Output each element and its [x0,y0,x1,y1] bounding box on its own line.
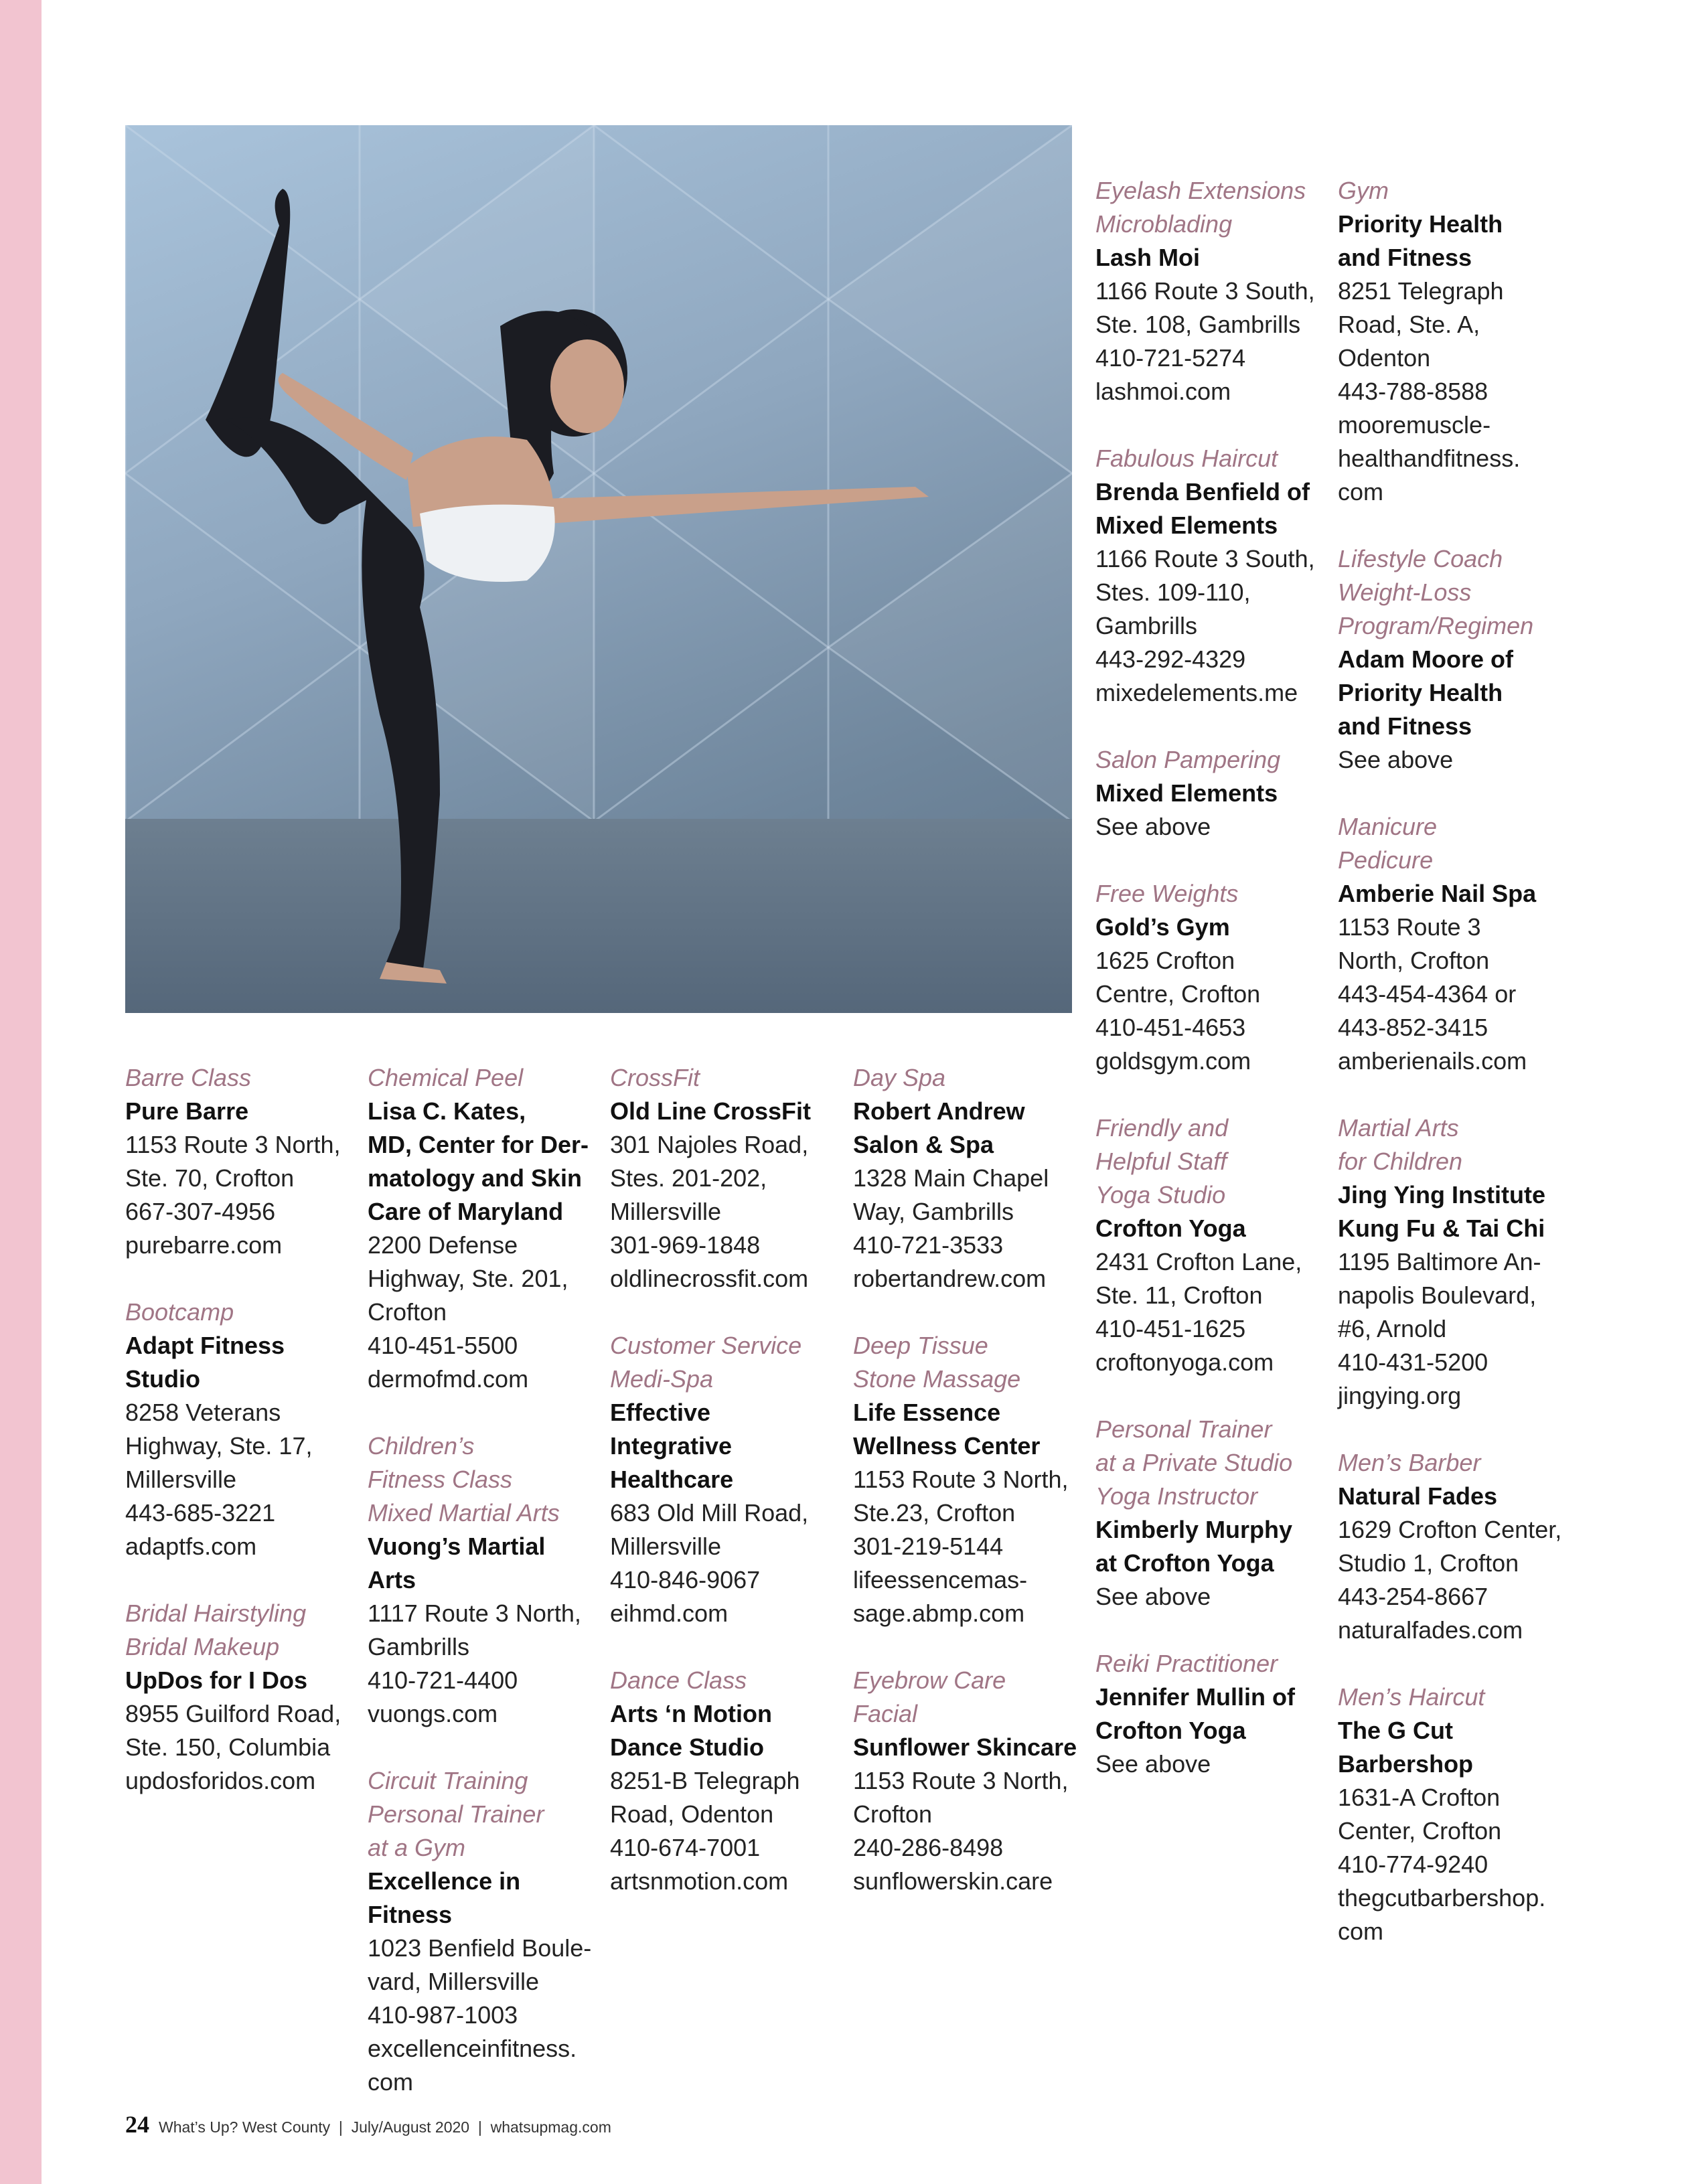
phone-number: 410-451-5500 [368,1332,518,1359]
directory-column-3 [610,1061,834,1932]
category-label: Personal Trainer [1095,1415,1272,1443]
address-line: Ste. 108, Gambrills [1095,311,1301,338]
business-name: Priority Health [1338,679,1503,706]
category-label: Men’s Barber [1338,1449,1481,1476]
see-above-note: See above [1095,1750,1211,1778]
directory-column-4 [853,1061,1077,1932]
address-line: 1195 Baltimore An- [1338,1248,1541,1275]
phone-number: 410-846-9067 [610,1566,761,1593]
address-line: 2431 Crofton Lane, [1095,1248,1302,1275]
business-name: Healthcare [610,1466,734,1493]
address-line: Highway, Ste. 201, [368,1265,568,1292]
website-link[interactable]: croftonyoga.com [1095,1348,1274,1376]
category-label: Martial Arts [1338,1114,1459,1142]
business-name: Studio [125,1365,200,1393]
business-name: Natural Fades [1338,1482,1498,1510]
business-name: matology and Skin [368,1164,583,1192]
address-line: 8251-B Telegraph [610,1767,800,1794]
business-name: Amberie Nail Spa [1338,880,1537,907]
website-link[interactable]: excellenceinfitness. [368,2035,577,2062]
business-name: Priority Health [1338,210,1503,238]
dancer-figure [125,125,1072,1013]
category-label: Bridal Makeup [125,1633,280,1660]
category-label: CrossFit [610,1064,700,1091]
category-label: Facial [853,1700,918,1727]
directory-column-5 [1095,174,1320,1814]
listing-martial-arts-children [1338,1111,1562,1413]
business-name: Kimberly Murphy [1095,1516,1293,1543]
footer-publication-text: What’s Up? West County | July/August 2020 | whatsupmag.com [159,2118,611,2136]
address-line: 1153 Route 3 North, [853,1466,1069,1493]
address-line: Gambrills [368,1633,470,1660]
phone-number: 443-788-8588 [1338,378,1488,405]
website-link[interactable]: eihmd.com [610,1600,729,1627]
business-name: Barbershop [1338,1750,1474,1778]
listing-fabulous-haircut [1095,442,1320,710]
phone-number: 410-451-4653 [1095,1014,1246,1041]
business-name: Excellence in [368,1867,521,1895]
category-label: Reiki Practitioner [1095,1650,1278,1677]
listing-bootcamp [125,1296,350,1563]
business-name: Mixed Elements [1095,512,1278,539]
category-label: Deep Tissue [853,1332,988,1359]
category-label: Personal Trainer [368,1800,544,1828]
address-line: 1625 Crofton [1095,947,1235,974]
business-name: Dance Studio [610,1733,765,1761]
listing-manicure [1338,810,1562,1078]
phone-number: 410-431-5200 [1338,1348,1488,1376]
phone-number: 410-721-4400 [368,1666,518,1694]
address-line: 683 Old Mill Road, [610,1499,809,1527]
listing-eyelash-extensions [1095,174,1320,408]
category-label: Chemical Peel [368,1064,524,1091]
business-name: Care of Maryland [368,1198,564,1225]
address-line: napolis Boulevard, [1338,1281,1537,1309]
address-line: 1166 Route 3 South, [1095,545,1315,572]
category-label: Men’s Haircut [1338,1683,1485,1711]
category-label: Manicure [1338,813,1438,840]
phone-number: 240-286-8498 [853,1834,1004,1861]
website-link[interactable]: purebarre.com [125,1231,283,1259]
listing-chemical-peel [368,1061,592,1396]
listing-day-spa [853,1061,1077,1296]
website-link[interactable]: thegcutbarbershop. [1338,1884,1546,1912]
listing-reiki [1095,1647,1320,1781]
website-link[interactable]: sage.abmp.com [853,1600,1025,1627]
business-name: Pure Barre [125,1097,249,1125]
listing-deep-tissue [853,1329,1077,1630]
address-line: 1153 Route 3 [1338,913,1481,941]
address-line: Ste. 70, Crofton [125,1164,295,1192]
category-label: Fabulous Haircut [1095,445,1278,472]
directory-column-1 [125,1061,350,1831]
address-line: 8251 Telegraph [1338,277,1504,305]
category-label: Program/Regimen [1338,612,1534,639]
category-label: Circuit Training [368,1767,528,1794]
business-name: and Fitness [1338,712,1472,740]
business-name: Effective Integrative [610,1399,733,1460]
website-link[interactable]: oldlinecrossfit.com [610,1265,809,1292]
website-link[interactable]: sunflowerskin.care [853,1867,1053,1895]
category-label: Friendly and [1095,1114,1229,1142]
address-line: Crofton [853,1800,933,1828]
category-label: Yoga Studio [1095,1181,1226,1208]
website-link[interactable]: robertandrew.com [853,1265,1047,1292]
address-line: Ste.23, Crofton [853,1499,1016,1527]
address-line: 8258 Veterans [125,1399,281,1426]
website-link[interactable]: artsnmotion.com [610,1867,789,1895]
listing-bridal [125,1597,350,1798]
listing-free-weights [1095,877,1320,1078]
category-label: Free Weights [1095,880,1239,907]
listing-salon-pampering [1095,743,1320,844]
address-line: North, Crofton [1338,947,1490,974]
website-link[interactable]: updosforidos.com [125,1767,316,1794]
phone-number: 410-721-3533 [853,1231,1004,1259]
address-line: 301 Najoles Road, [610,1131,809,1158]
yoga-photo [125,125,1072,1013]
address-line: Millersville [610,1533,722,1560]
listing-customer-service [610,1329,834,1630]
listing-crossfit [610,1061,834,1296]
business-name: Crofton Yoga [1095,1717,1246,1744]
address-line: 1153 Route 3 North, [853,1767,1069,1794]
business-name: Arts ‘n Motion [610,1700,772,1727]
business-name: Vuong’s Martial Arts [368,1533,546,1593]
phone-number: 667-307-4956 [125,1198,276,1225]
category-label: for Children [1338,1148,1463,1175]
website-link[interactable]: jingying.org [1338,1382,1462,1409]
address-line: 1153 Route 3 North, [125,1131,341,1158]
address-line: vard, Millersville [368,1968,540,1995]
business-name: Lisa C. Kates, [368,1097,526,1125]
phone-number: 410-987-1003 [368,2001,518,2029]
address-line: 1629 Crofton Center, [1338,1516,1562,1543]
category-label: Yoga Instructor [1095,1482,1258,1510]
address-line: Center, Crofton [1338,1817,1502,1845]
address-line: Millersville [610,1198,722,1225]
listing-circuit-training [368,1764,592,2099]
address-line: 1023 Benfield Boule- [368,1934,592,1962]
category-label: Bootcamp [125,1298,234,1326]
website-link[interactable]: dermofmd.com [368,1365,529,1393]
website-link[interactable]: healthandfitness. [1338,445,1521,472]
phone-number: 443-852-3415 [1338,1014,1488,1041]
address-line: 1631-A Crofton [1338,1784,1501,1811]
website-link[interactable]: amberienails.com [1338,1047,1527,1075]
category-label: Helpful Staff [1095,1148,1227,1175]
address-line: Millersville [125,1466,237,1493]
category-label: Weight-Loss [1338,578,1472,606]
address-line: Ste. 150, Columbia [125,1733,331,1761]
business-name: Mixed Elements [1095,779,1278,807]
business-name: Life Essence [853,1399,1001,1426]
listing-dance-class [610,1664,834,1898]
business-name: Adam Moore of [1338,645,1514,673]
website-link[interactable]: com [368,2068,414,2096]
website-link[interactable]: mooremuscle- [1338,411,1491,439]
business-name: Adapt Fitness [125,1332,285,1359]
phone-number: 410-774-9240 [1338,1851,1488,1878]
address-line: #6, Arnold [1338,1315,1447,1342]
address-line: Stes. 201-202, [610,1164,767,1192]
address-line: 2200 Defense [368,1231,518,1259]
business-name: Robert Andrew [853,1097,1025,1125]
see-above-note: See above [1095,813,1211,840]
address-line: Highway, Ste. 17, [125,1432,313,1460]
website-link[interactable]: adaptfs.com [125,1533,257,1560]
business-name: Kung Fu & Tai Chi [1338,1215,1545,1242]
phone-number: 443-254-8667 [1338,1583,1488,1610]
category-label: Microblading [1095,210,1233,238]
business-name: Gold’s Gym [1095,913,1230,941]
address-line: Odenton [1338,344,1431,372]
category-label: Day Spa [853,1064,946,1091]
business-name: and Fitness [1338,244,1472,271]
business-name: Jennifer Mullin of [1095,1683,1296,1711]
category-label: Bridal Hairstyling [125,1600,307,1627]
address-line: Road, Ste. A, [1338,311,1480,338]
directory-column-6 [1338,174,1562,1982]
business-name: Fitness [368,1901,453,1928]
address-line: 1166 Route 3 South, [1095,277,1315,305]
page-number: 24 [125,2111,149,2138]
listing-personal-trainer-studio [1095,1413,1320,1614]
phone-number: 443-292-4329 [1095,645,1246,673]
category-label: Eyelash Extensions [1095,177,1306,204]
business-name: at Crofton Yoga [1095,1549,1274,1577]
category-label: Stone Massage [853,1365,1021,1393]
phone-number: 410-721-5274 [1095,344,1246,372]
category-label: Barre Class [125,1064,252,1091]
listing-gym [1338,174,1562,509]
listing-lifestyle-coach [1338,542,1562,777]
phone-number: 443-685-3221 [125,1499,276,1527]
address-line: Studio 1, Crofton [1338,1549,1519,1577]
address-line: Ste. 11, Crofton [1095,1281,1263,1309]
website-link[interactable]: com [1338,1918,1384,1945]
business-name: Sunflower Skincare [853,1733,1077,1761]
website-link[interactable]: com [1338,478,1384,505]
category-label: Dance Class [610,1666,747,1694]
business-name: Lash Moi [1095,244,1201,271]
category-label: Fitness Class [368,1466,513,1493]
category-label: Customer Service [610,1332,802,1359]
address-line: Road, Odenton [610,1800,774,1828]
phone-number: 301-969-1848 [610,1231,761,1259]
category-label: Gym [1338,177,1389,204]
phone-number: 410-451-1625 [1095,1315,1246,1342]
listing-mens-haircut [1338,1681,1562,1948]
category-label: Eyebrow Care [853,1666,1006,1694]
phone-number: 301-219-5144 [853,1533,1004,1560]
business-name: The G Cut [1338,1717,1453,1744]
address-line: Gambrills [1095,612,1198,639]
business-name: Old Line CrossFit [610,1097,812,1125]
category-label: Mixed Martial Arts [368,1499,560,1527]
business-name: UpDos for I Dos [125,1666,308,1694]
website-link[interactable]: lifeessencemas- [853,1566,1028,1593]
category-label: Children’s [368,1432,475,1460]
page-footer [125,2110,611,2138]
business-name: Jing Ying Institute [1338,1181,1546,1208]
directory-column-2 [368,1061,592,2132]
address-line: 1117 Route 3 North, [368,1600,581,1627]
see-above-note: See above [1095,1583,1211,1610]
address-line: 1328 Main Chapel [853,1164,1049,1192]
address-line: 8955 Guilford Road, [125,1700,341,1727]
address-line: Crofton [368,1298,447,1326]
listing-barre-class [125,1061,350,1262]
listing-childrens-fitness [368,1429,592,1731]
business-name: MD, Center for Der- [368,1131,589,1158]
business-name: Brenda Benfield of [1095,478,1310,505]
website-link[interactable]: lashmoi.com [1095,378,1231,405]
category-label: at a Private Studio [1095,1449,1293,1476]
listing-yoga-studio [1095,1111,1320,1379]
website-link[interactable]: mixedelements.me [1095,679,1298,706]
category-label: Lifestyle Coach [1338,545,1503,572]
phone-number: 410-674-7001 [610,1834,761,1861]
category-label: at a Gym [368,1834,466,1861]
category-label: Salon Pampering [1095,746,1281,773]
address-line: Stes. 109-110, [1095,578,1251,606]
website-link[interactable]: goldsgym.com [1095,1047,1251,1075]
listing-eyebrow-care [853,1664,1077,1898]
pink-margin-bar [0,0,42,2184]
phone-number: 443-454-4364 or [1338,980,1517,1008]
website-link[interactable]: naturalfades.com [1338,1616,1523,1644]
category-label: Pedicure [1338,846,1434,874]
business-name: Wellness Center [853,1432,1041,1460]
address-line: Way, Gambrills [853,1198,1014,1225]
listing-mens-barber [1338,1446,1562,1647]
website-link[interactable]: vuongs.com [368,1700,498,1727]
see-above-note: See above [1338,746,1454,773]
business-name: Crofton Yoga [1095,1215,1246,1242]
business-name: Salon & Spa [853,1131,994,1158]
address-line: Centre, Crofton [1095,980,1261,1008]
category-label: Medi-Spa [610,1365,714,1393]
